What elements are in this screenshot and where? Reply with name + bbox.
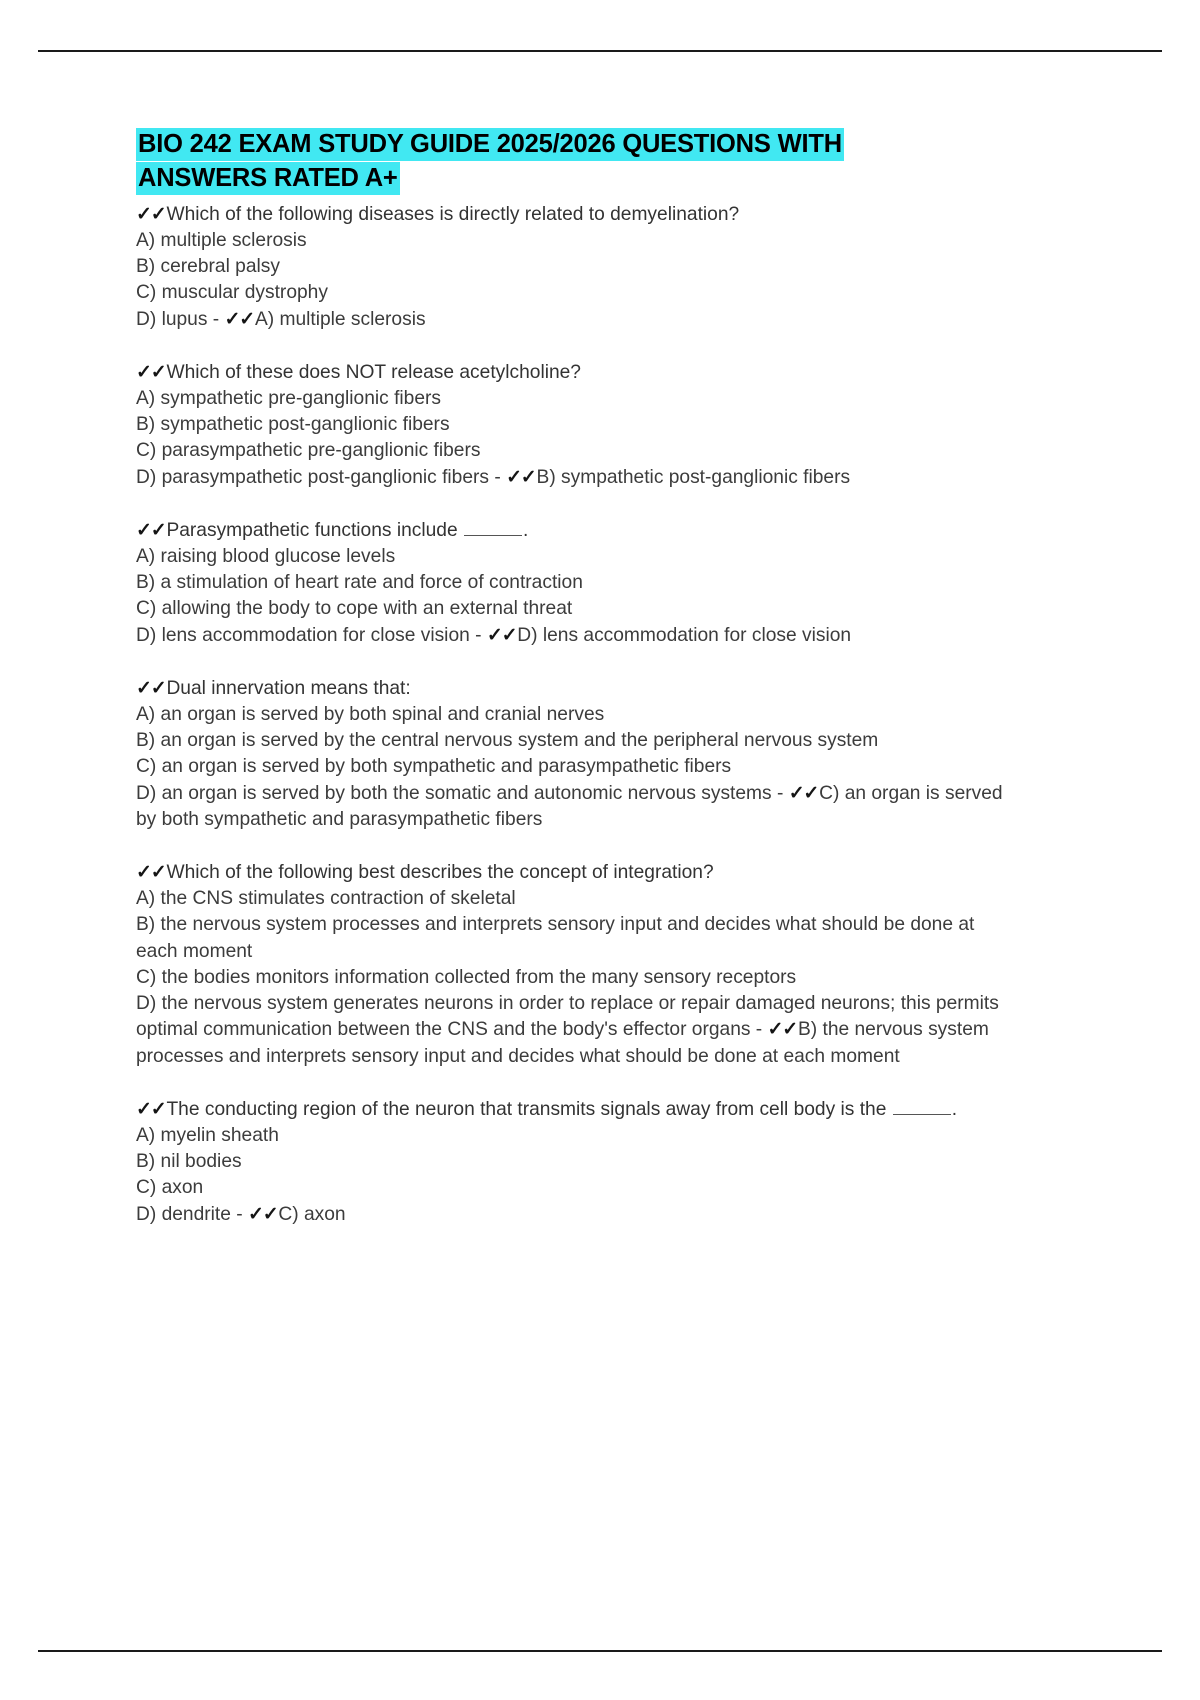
page-bottom-rule	[38, 1650, 1162, 1652]
answer-option-with-key: D) lupus - ✓✓A) multiple sclerosis	[136, 308, 426, 330]
answer-option: A) the CNS stimulates contraction of skeletal	[136, 888, 516, 910]
answer-option-with-key: D) dendrite - ✓✓C) axon	[136, 1203, 346, 1225]
answer-option-with-key: D) an organ is served by both the somatic and autonomic nervous systems - ✓✓C) an organ is served by both sympathetic and parasympathetic fibers	[136, 782, 1003, 830]
page-title-line-1: BIO 242 EXAM STUDY GUIDE 2025/2026 QUESTIONS WITH	[136, 128, 844, 161]
double-check-icon: ✓✓	[136, 203, 166, 225]
question-text: ✓✓Which of these does NOT release acetylcholine?	[136, 361, 581, 383]
answer-option: C) allowing the body to cope with an external threat	[136, 598, 573, 620]
answer-option: B) sympathetic post-ganglionic fibers	[136, 414, 450, 436]
answer-option: C) muscular dystrophy	[136, 282, 328, 304]
question-text: ✓✓Dual innervation means that:	[136, 677, 411, 699]
correct-answer: D) lens accommodation for close vision	[517, 624, 852, 646]
question-block	[136, 518, 1004, 649]
answer-option: B) an organ is served by the central nervous system and the peripheral nervous system	[136, 730, 879, 752]
page-title	[136, 128, 1004, 196]
question-block	[136, 360, 1004, 491]
answer-option: C) axon	[136, 1177, 204, 1199]
correct-answer: C) axon	[278, 1203, 346, 1225]
answer-option: C) an organ is served by both sympathetic and parasympathetic fibers	[136, 756, 732, 778]
question-text: ✓✓Which of the following diseases is directly related to demyelination?	[136, 203, 740, 225]
double-check-icon: ✓✓	[224, 308, 254, 330]
question-block	[136, 860, 1004, 1070]
double-check-icon: ✓✓	[788, 782, 819, 804]
answer-option: B) nil bodies	[136, 1151, 242, 1173]
double-check-icon: ✓✓	[136, 862, 166, 884]
answer-option: C) parasympathetic pre-ganglionic fibers	[136, 440, 481, 462]
question-list	[136, 202, 1004, 1228]
answer-option: B) the nervous system processes and interprets sensory input and decides what should be done at each moment	[136, 914, 975, 962]
question-text: ✓✓Which of the following best describes the concept of integration?	[136, 862, 714, 884]
correct-answer: B) sympathetic post-ganglionic fibers	[536, 466, 851, 488]
double-check-icon: ✓✓	[247, 1203, 278, 1225]
double-check-icon: ✓✓	[767, 1019, 797, 1041]
correct-answer: A) multiple sclerosis	[254, 308, 426, 330]
answer-option: A) myelin sheath	[136, 1124, 279, 1146]
answer-option: B) a stimulation of heart rate and force of contraction	[136, 572, 583, 594]
answer-option-with-key: D) the nervous system generates neurons in order to replace or repair damaged neurons; this permits optimal communication between the CNS and the body's effector organs - ✓✓B) the nervous system processes and interprets sensory input and decides what should be done at each moment	[136, 993, 999, 1067]
double-check-icon: ✓✓	[136, 1098, 166, 1120]
question-block	[136, 1097, 1004, 1228]
fill-in-blank	[893, 1098, 951, 1115]
double-check-icon: ✓✓	[506, 466, 536, 488]
double-check-icon: ✓✓	[486, 624, 517, 646]
answer-option: C) the bodies monitors information collected from the many sensory receptors	[136, 966, 797, 988]
double-check-icon: ✓✓	[136, 361, 166, 383]
page-title-line-2: ANSWERS RATED A+	[136, 162, 400, 195]
fill-in-blank	[464, 519, 522, 536]
answer-option: A) an organ is served by both spinal and cranial nerves	[136, 704, 605, 726]
question-text: ✓✓The conducting region of the neuron that transmits signals away from cell body is the .	[136, 1098, 958, 1120]
answer-option-with-key: D) lens accommodation for close vision - ✓✓D) lens accommodation for close vision	[136, 624, 852, 646]
page-top-rule	[38, 50, 1162, 52]
question-block	[136, 202, 1004, 333]
question-block	[136, 676, 1004, 833]
double-check-icon: ✓✓	[136, 519, 166, 541]
answer-option: A) multiple sclerosis	[136, 230, 307, 252]
correct-answer: B) the nervous system processes and interprets sensory input and decides what should be done at each moment	[136, 1019, 989, 1067]
correct-answer: C) an organ is served by both sympathetic and parasympathetic fibers	[136, 782, 1003, 830]
answer-option: A) sympathetic pre-ganglionic fibers	[136, 388, 442, 410]
question-text: ✓✓Parasympathetic functions include .	[136, 519, 529, 541]
answer-option-with-key: D) parasympathetic post-ganglionic fibers - ✓✓B) sympathetic post-ganglionic fibers	[136, 466, 851, 488]
answer-option: B) cerebral palsy	[136, 256, 280, 278]
document-content	[136, 128, 1004, 1255]
answer-option: A) raising blood glucose levels	[136, 546, 396, 568]
double-check-icon: ✓✓	[136, 677, 166, 699]
